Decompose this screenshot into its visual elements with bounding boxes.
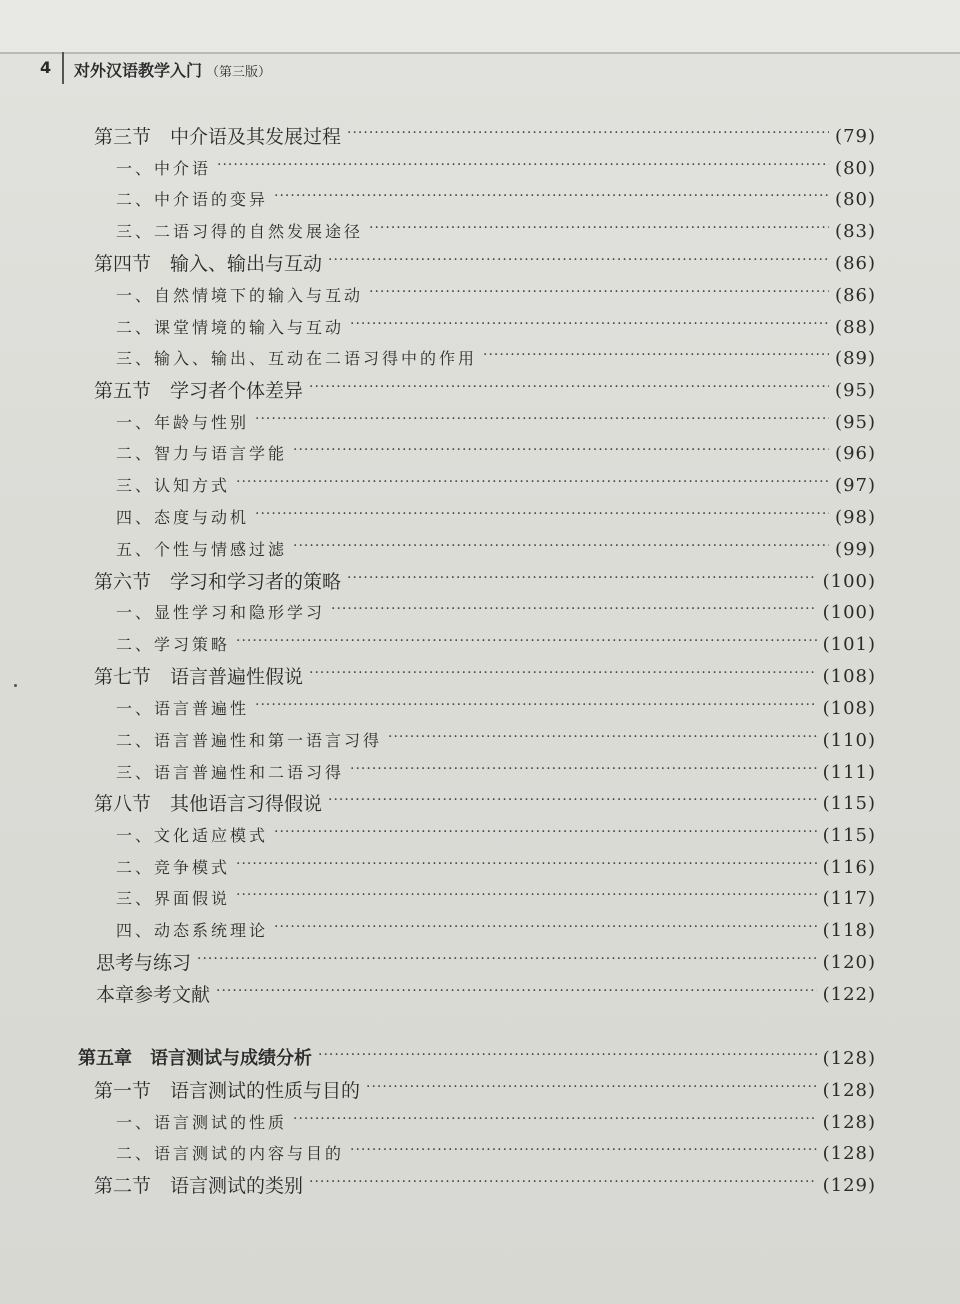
toc-label: 第四节 输入、输出与互动 xyxy=(94,253,323,275)
dot-leader xyxy=(350,1139,817,1161)
toc-subsection xyxy=(116,309,876,339)
toc-label: 三、语言普遍性和二语习得 xyxy=(116,763,345,782)
toc-section xyxy=(94,372,876,402)
dot-leader xyxy=(274,821,817,843)
toc-label: 一、中介语 xyxy=(116,159,212,178)
toc-page-number: (116) xyxy=(822,857,876,878)
dot-leader xyxy=(293,439,829,461)
toc-page-number: (115) xyxy=(822,793,876,814)
toc-page-number: (83) xyxy=(835,221,876,242)
toc-subsection xyxy=(116,150,876,180)
toc-page-number: (79) xyxy=(835,126,876,147)
toc-subsection xyxy=(116,690,876,720)
toc-page-number: (118) xyxy=(822,920,876,941)
toc-label: 四、动态系统理论 xyxy=(116,921,269,940)
toc-page-number: (128) xyxy=(822,1143,876,1164)
toc-subsection xyxy=(116,817,876,847)
toc-label: 一、文化适应模式 xyxy=(116,826,269,845)
toc-entry xyxy=(96,976,876,1006)
toc-subsection xyxy=(116,213,876,243)
dot-leader xyxy=(350,758,817,780)
toc-label: 第六节 学习和学习者的策略 xyxy=(94,571,342,593)
toc-label: 二、语言普遍性和第一语言习得 xyxy=(116,731,383,750)
book-title xyxy=(74,58,271,81)
dot-leader xyxy=(347,122,829,144)
dot-leader xyxy=(369,217,829,239)
toc-label: 第一节 语言测试的性质与目的 xyxy=(94,1080,361,1102)
toc-page-number: (101) xyxy=(822,634,876,655)
toc-page-number: (111) xyxy=(822,762,876,783)
toc-subsection xyxy=(116,1104,876,1134)
toc-subsection xyxy=(116,340,876,370)
toc-label: 一、语言普遍性 xyxy=(116,699,250,718)
toc-label: 二、智力与语言学能 xyxy=(116,444,288,463)
toc-subsection xyxy=(116,754,876,784)
dot-leader xyxy=(328,789,817,811)
dot-leader xyxy=(255,503,829,525)
toc-label: 第二节 语言测试的类别 xyxy=(94,1175,304,1197)
toc-chapter xyxy=(78,1040,876,1070)
toc-label: 三、认知方式 xyxy=(116,476,231,495)
book-edition: （第三版） xyxy=(206,65,272,80)
page-top-strip xyxy=(0,0,960,54)
toc-subsection xyxy=(116,531,876,561)
toc-label: 思考与练习 xyxy=(96,952,192,974)
toc-page-number: (88) xyxy=(835,317,876,338)
dot-leader xyxy=(293,535,829,557)
dot-leader xyxy=(197,948,817,970)
toc-subsection xyxy=(116,880,876,910)
dot-leader xyxy=(236,853,817,875)
dot-leader xyxy=(309,1171,817,1193)
toc-label: 一、自然情境下的输入与互动 xyxy=(116,286,364,305)
toc-section xyxy=(94,1167,876,1197)
toc-label: 三、二语习得的自然发展途径 xyxy=(116,222,364,241)
dot-leader xyxy=(293,1108,817,1130)
dot-leader xyxy=(309,376,829,398)
dot-leader xyxy=(369,281,829,303)
toc-subsection xyxy=(116,467,876,497)
toc-page-number: (86) xyxy=(835,285,876,306)
toc-label: 一、年龄与性别 xyxy=(116,413,250,432)
toc-section xyxy=(94,785,876,815)
dot-leader xyxy=(309,662,817,684)
toc-page-number: (80) xyxy=(835,189,876,210)
header-divider xyxy=(62,52,64,84)
toc-section xyxy=(94,563,876,593)
book-title-text: 对外汉语教学入门 xyxy=(74,61,203,80)
dot-leader xyxy=(483,344,829,366)
toc-subsection xyxy=(116,912,876,942)
toc-page-number: (108) xyxy=(822,698,876,719)
dot-leader xyxy=(236,630,817,652)
toc-page-number: (98) xyxy=(835,507,876,528)
toc-page-number: (86) xyxy=(835,253,876,274)
toc-subsection xyxy=(116,404,876,434)
toc-label: 第三节 中介语及其发展过程 xyxy=(94,126,342,148)
toc-label: 二、中介语的变异 xyxy=(116,190,269,209)
toc-label: 二、竞争模式 xyxy=(116,858,231,877)
toc-page-number: (80) xyxy=(835,158,876,179)
toc-page-number: (99) xyxy=(835,539,876,560)
toc-page-number: (95) xyxy=(835,380,876,401)
running-head xyxy=(0,52,960,86)
toc-entry xyxy=(96,944,876,974)
toc-page-number: (95) xyxy=(835,412,876,433)
dot-leader xyxy=(236,471,829,493)
dot-leader xyxy=(347,567,817,589)
page-number: 4 xyxy=(40,58,52,77)
toc-label: 二、学习策略 xyxy=(116,635,231,654)
toc-page-number: (120) xyxy=(822,952,876,973)
margin-speck xyxy=(14,684,17,687)
toc-subsection xyxy=(116,594,876,624)
toc-subsection xyxy=(116,181,876,211)
toc-label: 第五节 学习者个体差异 xyxy=(94,380,304,402)
toc-label: 三、界面假说 xyxy=(116,889,231,908)
dot-leader xyxy=(216,980,817,1002)
toc-page-number: (122) xyxy=(822,984,876,1005)
dot-leader xyxy=(236,884,817,906)
toc-label: 第八节 其他语言习得假说 xyxy=(94,793,323,815)
toc-label: 一、语言测试的性质 xyxy=(116,1113,288,1132)
toc-subsection xyxy=(116,1135,876,1165)
toc-section xyxy=(94,245,876,275)
dot-leader xyxy=(366,1076,817,1098)
toc-page-number: (100) xyxy=(822,571,876,592)
toc-section xyxy=(94,1072,876,1102)
toc-subsection xyxy=(116,435,876,465)
toc-page-number: (96) xyxy=(835,443,876,464)
toc-page-number: (115) xyxy=(822,825,876,846)
dot-leader xyxy=(274,916,817,938)
toc-subsection xyxy=(116,722,876,752)
toc-label: 第七节 语言普遍性假说 xyxy=(94,666,304,688)
toc-page-number: (108) xyxy=(822,666,876,687)
toc-page-number: (97) xyxy=(835,475,876,496)
toc-subsection xyxy=(116,626,876,656)
dot-leader xyxy=(331,598,817,620)
toc-page-number: (117) xyxy=(822,888,876,909)
toc-subsection xyxy=(116,849,876,879)
toc-label: 三、输入、输出、互动在二语习得中的作用 xyxy=(116,349,478,368)
dot-leader xyxy=(328,249,829,271)
toc-label: 二、语言测试的内容与目的 xyxy=(116,1144,345,1163)
toc-page-number: (110) xyxy=(822,730,876,751)
toc-page-number: (128) xyxy=(822,1048,876,1069)
toc-subsection xyxy=(116,499,876,529)
toc-label: 五、个性与情感过滤 xyxy=(116,540,288,559)
toc-label: 四、态度与动机 xyxy=(116,508,250,527)
toc-page-number: (128) xyxy=(822,1080,876,1101)
dot-leader xyxy=(350,313,829,335)
toc-label: 第五章 语言测试与成绩分析 xyxy=(78,1048,312,1069)
dot-leader xyxy=(255,694,817,716)
toc-page-number: (129) xyxy=(822,1175,876,1196)
dot-leader xyxy=(255,408,829,430)
toc-label: 一、显性学习和隐形学习 xyxy=(116,603,326,622)
toc-label: 二、课堂情境的输入与互动 xyxy=(116,318,345,337)
toc-page-number: (100) xyxy=(822,602,876,623)
toc-section xyxy=(94,118,876,148)
toc-subsection xyxy=(116,277,876,307)
toc-page-number: (89) xyxy=(835,348,876,369)
dot-leader xyxy=(388,726,817,748)
toc-page-number: (128) xyxy=(822,1112,876,1133)
dot-leader xyxy=(274,185,829,207)
dot-leader xyxy=(217,154,829,176)
toc-label: 本章参考文献 xyxy=(96,984,211,1006)
dot-leader xyxy=(318,1044,817,1066)
toc-section xyxy=(94,658,876,688)
